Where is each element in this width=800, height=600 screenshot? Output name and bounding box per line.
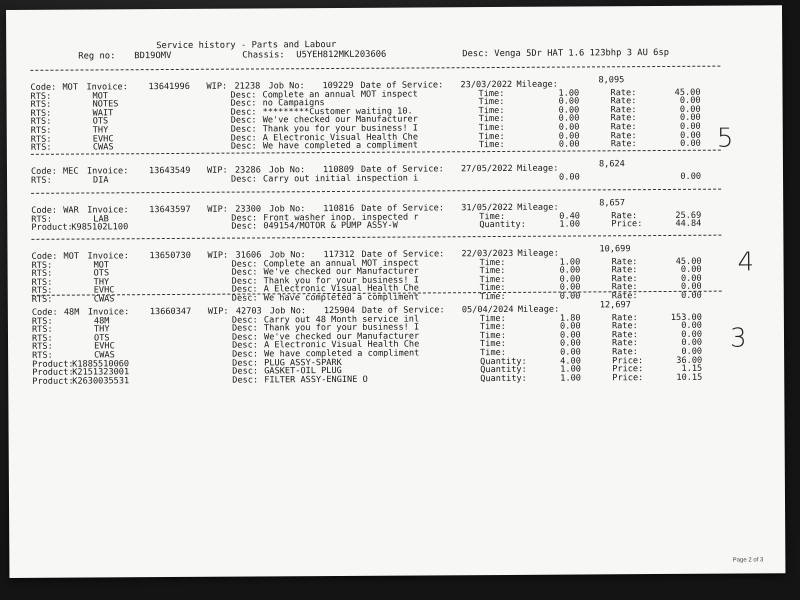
desc-label: Desc: (232, 358, 259, 369)
quantity-value: 0.00 (559, 291, 581, 302)
quantity-label: Time: (478, 88, 505, 99)
line-type: RTS: (30, 91, 52, 102)
quantity-value: 0.00 (559, 274, 581, 285)
line-description: Thank you for your business! I (262, 123, 418, 135)
quantity-label: Time: (479, 283, 506, 294)
line-item: 48M (93, 315, 110, 327)
line-item: CWAS (93, 294, 115, 305)
line-description: We have completed a compliment (264, 348, 420, 360)
chassis-label: Chassis: (242, 50, 285, 61)
invoice-label: Invoice: (87, 205, 129, 216)
line-value: 0.00 (680, 130, 701, 141)
service-code: WAR (63, 205, 79, 216)
wip-number: 31606 (235, 250, 262, 261)
section-divider (31, 189, 721, 194)
desc-label: Desc: (230, 124, 257, 135)
desc-label: Desc: (230, 141, 257, 152)
value-label: Rate: (611, 329, 638, 341)
quantity-label: Time: (479, 211, 506, 222)
quantity-value: 1.00 (560, 373, 581, 384)
desc-label: Desc: (232, 340, 258, 352)
quantity-value: 0.00 (558, 131, 580, 142)
job-number: 110816 (323, 203, 355, 215)
invoice-number: 13650730 (149, 250, 191, 262)
invoice-number: 13641996 (148, 81, 190, 93)
line-value: 0.00 (680, 282, 702, 293)
date-label: Date of Service: (360, 164, 444, 175)
job-no-label: Job No: (269, 250, 306, 261)
line-item: K2630035531 (72, 376, 130, 387)
value-label: Price: (611, 219, 643, 230)
quantity-label: Time: (480, 339, 506, 350)
quantity-label: Time: (478, 122, 505, 134)
invoice-label: Invoice: (87, 307, 130, 318)
line-item: THY (93, 324, 110, 335)
quantity-label: Time: (479, 291, 506, 303)
line-item: MOT (93, 259, 110, 271)
quantity-value: 0.00 (559, 265, 581, 276)
quantity-label: Time: (479, 257, 506, 268)
quantity-value: 0.00 (559, 172, 580, 183)
line-value: 45.00 (674, 87, 701, 98)
line-type: Product: (32, 376, 74, 387)
line-description: A Electronic Visual Health Che (263, 283, 419, 295)
line-item: NOTES (92, 99, 119, 110)
job-number: 109229 (322, 80, 354, 92)
line-type: RTS: (31, 286, 53, 297)
quantity-value: 0.40 (559, 211, 581, 222)
service-code: MEC (62, 166, 79, 177)
line-item: OTS (93, 268, 110, 279)
job-no-label: Job No: (269, 204, 306, 215)
value-label: Price: (612, 364, 644, 375)
quantity-label: Time: (478, 114, 505, 125)
line-value: 0.00 (679, 95, 701, 107)
line-value: 0.00 (680, 264, 702, 276)
line-item: THY (92, 125, 109, 136)
section-divider (30, 66, 720, 71)
line-item: THY (93, 277, 110, 288)
quantity-label: Time: (478, 97, 505, 108)
value-label: Rate: (611, 321, 638, 332)
quantity-value: 1.80 (559, 313, 581, 324)
line-description: We've checked our Manufacturer (262, 114, 418, 126)
job-no-label: Job No: (268, 165, 306, 176)
line-item: OTS (93, 333, 110, 344)
line-description: 049154/MOTOR & PUMP ASSY-W (263, 220, 398, 232)
line-description: Thank you for your business! I (263, 322, 420, 334)
line-description: PLUG ASSY-SPARK (264, 357, 342, 369)
line-item: EVHC (92, 133, 114, 145)
mileage-label: Mileage: (517, 202, 559, 213)
value-label: Rate: (612, 338, 638, 349)
handwritten-mark: 4 (737, 247, 755, 278)
job-number: 125904 (323, 305, 355, 317)
value-label: Rate: (612, 347, 639, 358)
line-description: Carry out initial inspection i (263, 173, 419, 185)
quantity-label: Quantity: (480, 365, 527, 376)
line-description: We have completed a compliment (263, 292, 420, 304)
service-date: 05/04/2024 (461, 304, 514, 316)
line-description: Thank you for your business! I (263, 275, 419, 287)
line-description: A Electronic Visual Health Che (264, 339, 420, 351)
service-date: 23/03/2022 (460, 79, 513, 91)
value-label: Rate: (610, 122, 637, 133)
line-type: RTS: (31, 214, 53, 225)
line-type: Product: (31, 222, 73, 234)
line-type: RTS: (30, 99, 52, 111)
mileage-value: 10,699 (599, 244, 631, 255)
service-code: MOT (63, 251, 80, 262)
line-type: RTS: (31, 324, 53, 336)
wip-label: WIP: (207, 204, 228, 215)
line-type: Product: (32, 367, 74, 379)
value-label: Rate: (611, 291, 638, 302)
code-label: Code: (30, 166, 57, 177)
line-value: 0.00 (679, 113, 701, 124)
desc-label: Desc: (231, 267, 258, 278)
desc-label: Desc: (232, 366, 259, 377)
line-value: 0.00 (680, 138, 701, 150)
line-item: CWAS (92, 142, 114, 153)
line-value: 0.00 (680, 171, 702, 182)
service-date: 31/05/2022 (461, 202, 513, 214)
value-label: Price: (612, 355, 644, 366)
invoice-label: Invoice: (87, 251, 129, 262)
quantity-label: Time: (479, 313, 506, 324)
line-description: Complete an annual MOT inspect (263, 258, 419, 270)
quantity-label: Time: (479, 330, 506, 341)
code-label: Code: (31, 205, 58, 216)
quantity-label: Time: (479, 266, 506, 277)
line-item: CWAS (94, 350, 115, 361)
line-item: MOT (92, 90, 109, 102)
wip-label: WIP: (207, 250, 229, 261)
line-item: K2151323001 (72, 367, 130, 378)
quantity-value: 1.00 (559, 257, 581, 268)
line-description: *********Customer waiting 10. (262, 106, 413, 118)
reg-label: Reg no: (78, 51, 116, 62)
line-item: DIA (93, 174, 109, 186)
handwritten-mark: 5 (716, 123, 734, 154)
desc-label: Desc: (231, 323, 258, 334)
line-value: 0.00 (679, 121, 701, 132)
desc-label: Desc: (231, 221, 258, 232)
line-description: We've checked our Manufacturer (263, 266, 419, 278)
value-label: Rate: (611, 312, 638, 323)
desc-label: Desc: (231, 332, 258, 343)
value-label: Rate: (611, 282, 638, 293)
line-value: 0.00 (679, 104, 701, 115)
job-number: 117312 (323, 249, 355, 261)
line-value: 45.00 (675, 256, 702, 267)
desc-label: Desc: (231, 259, 258, 270)
value-label: Rate: (611, 265, 638, 276)
value-label: Rate: (610, 130, 637, 141)
line-type: RTS: (31, 277, 53, 288)
quantity-value: 0.00 (558, 113, 580, 125)
line-value: 1.15 (681, 363, 703, 375)
desc-label: Desc: (231, 174, 257, 185)
desc-label: Desc: (232, 375, 259, 386)
mileage-value: 12,697 (599, 300, 631, 311)
wip-label: WIP: (206, 165, 228, 176)
quantity-value: 0.00 (559, 282, 581, 294)
job-no-label: Job No: (269, 306, 307, 317)
desc-label: Desc: (462, 49, 489, 60)
desc-label: Desc: (231, 284, 258, 296)
section-divider (31, 235, 721, 240)
mileage-value: 8,095 (598, 75, 625, 86)
wip-label: WIP: (207, 306, 229, 317)
quantity-value: 0.00 (558, 105, 580, 116)
line-item: LAB (93, 213, 109, 225)
line-value: 0.00 (681, 320, 702, 332)
line-description: We've checked our Manufacturer (263, 331, 420, 343)
desc-label: Desc: (232, 349, 259, 360)
quantity-value: 1.00 (559, 219, 581, 230)
line-type: RTS: (30, 125, 52, 136)
quantity-label: Time: (480, 347, 507, 359)
quantity-value: 1.00 (558, 88, 580, 99)
line-type: RTS: (31, 316, 53, 327)
line-type: RTS: (31, 294, 53, 305)
service-date: 27/05/2022 (460, 163, 513, 175)
line-value: 10.15 (676, 372, 703, 383)
value-label: Rate: (611, 256, 638, 267)
desc-label: Desc: (231, 315, 258, 326)
quantity-value: 0.00 (558, 139, 580, 150)
job-number: 110809 (322, 164, 355, 176)
line-type: RTS: (30, 117, 52, 128)
line-value: 36.00 (676, 355, 703, 366)
date-label: Date of Service: (361, 249, 445, 260)
line-description: no Campaigns (262, 98, 325, 109)
line-type: RTS: (31, 175, 52, 186)
line-value: 0.00 (681, 338, 703, 349)
quantity-label: Quantity: (480, 373, 527, 384)
value-label: Rate: (610, 87, 637, 98)
quantity-value: 4.00 (560, 356, 581, 367)
line-type: RTS: (31, 333, 53, 344)
job-no-label: Job No: (268, 81, 305, 92)
quantity-label: Time: (479, 322, 506, 333)
wip-number: 42703 (235, 306, 262, 317)
line-type: RTS: (30, 108, 52, 119)
line-description: Complete an annual MOT inspect (262, 89, 418, 101)
line-type: RTS: (31, 268, 53, 280)
quantity-value: 0.00 (559, 330, 581, 341)
quantity-label: Time: (479, 274, 506, 285)
quantity-label: Time: (478, 105, 505, 116)
page-number: Page 2 of 3 (732, 557, 764, 564)
quantity-value: 0.00 (558, 96, 580, 107)
line-item: K1885510060 (72, 358, 130, 370)
document-title: Service history - Parts and Labour (156, 39, 337, 52)
line-description: Carry out 48 Month service inl (263, 314, 420, 326)
line-item: K985102L100 (71, 222, 129, 233)
desc-label: Desc: (231, 276, 258, 287)
chassis-value: U5YEH812MKL203606 (296, 49, 387, 61)
desc-label: Desc: (230, 133, 257, 144)
quantity-value: 0.00 (558, 122, 580, 133)
handwritten-mark: 3 (729, 323, 747, 354)
line-type: RTS: (30, 134, 52, 145)
line-value: 25.69 (675, 210, 702, 221)
date-label: Date of Service: (360, 80, 444, 91)
line-value: 0.00 (681, 290, 702, 301)
quantity-label: Time: (478, 131, 505, 142)
mileage-label: Mileage: (516, 79, 558, 90)
reg-value: BD19OMV (134, 50, 172, 62)
desc-label: Desc: (231, 293, 258, 304)
quantity-value: 1.00 (560, 364, 581, 375)
value-label: Rate: (610, 96, 637, 107)
quantity-value: 0.00 (560, 347, 581, 358)
line-type: RTS: (32, 350, 53, 361)
line-description: FILTER ASSY-ENGINE O (264, 374, 368, 386)
quantity-value: 0.00 (560, 338, 581, 350)
line-type: RTS: (30, 142, 52, 154)
mileage-value: 8,657 (599, 198, 626, 209)
line-item: OTS (92, 116, 109, 127)
invoice-number: 13660347 (149, 306, 192, 318)
line-item: EVHC (93, 285, 115, 296)
quantity-label: Quantity: (479, 220, 526, 231)
wip-number: 21238 (234, 81, 261, 92)
line-type: RTS: (31, 260, 53, 271)
line-description: We have completed a compliment (262, 140, 419, 152)
service-date: 22/03/2023 (461, 248, 514, 260)
service-history-paper (6, 5, 785, 578)
wip-number: 23300 (235, 204, 262, 215)
line-item: WAIT (92, 108, 114, 119)
wip-label: WIP: (206, 81, 228, 92)
line-value: 0.00 (680, 273, 702, 284)
invoice-number: 13643549 (148, 165, 191, 177)
desc-label: Desc: (231, 213, 258, 224)
value-label: Rate: (611, 210, 638, 221)
invoice-number: 13643597 (149, 204, 191, 216)
line-value: 0.00 (681, 329, 703, 340)
desc-label: Desc: (230, 98, 257, 109)
desc-label: Desc: (230, 90, 257, 101)
quantity-value: 0.00 (559, 321, 581, 332)
date-label: Date of Service: (361, 305, 445, 316)
wip-number: 23286 (234, 165, 261, 176)
desc-label: Desc: (230, 107, 257, 118)
line-description: Front washer inop. inspected r (263, 212, 419, 224)
invoice-label: Invoice: (86, 166, 129, 177)
service-code: 48M (63, 307, 80, 318)
mileage-label: Mileage: (516, 163, 559, 174)
line-type: Product: (32, 359, 74, 370)
value-label: Rate: (610, 104, 637, 116)
code-label: Code: (31, 251, 58, 262)
line-item: EVHC (94, 341, 115, 352)
line-type: RTS: (32, 342, 53, 353)
line-description: A Electronic Visual Health Che (262, 132, 419, 144)
value-label: Price: (612, 372, 644, 384)
value-label: Rate: (610, 113, 637, 124)
quantity-label: Quantity: (480, 356, 527, 367)
line-value: 153.00 (670, 312, 702, 323)
value-label: Rate: (610, 139, 637, 150)
mileage-label: Mileage: (517, 304, 560, 315)
code-label: Code: (30, 82, 57, 93)
service-code: MOT (62, 82, 79, 93)
desc-label: Desc: (230, 115, 257, 127)
line-value: 44.84 (675, 218, 702, 230)
mileage-label: Mileage: (517, 248, 559, 259)
value-label: Rate: (611, 273, 638, 285)
code-label: Code: (31, 307, 58, 318)
quantity-label: Time: (478, 140, 505, 151)
line-value: 0.00 (681, 346, 703, 357)
invoice-label: Invoice: (86, 82, 128, 93)
vehicle-desc: Venga 5Dr HAT 1.6 123bhp 3 AU 6sp (494, 47, 670, 60)
date-label: Date of Service: (361, 203, 445, 214)
mileage-value: 8,624 (598, 159, 625, 170)
line-description: GASKET-OIL PLUG (264, 366, 342, 377)
